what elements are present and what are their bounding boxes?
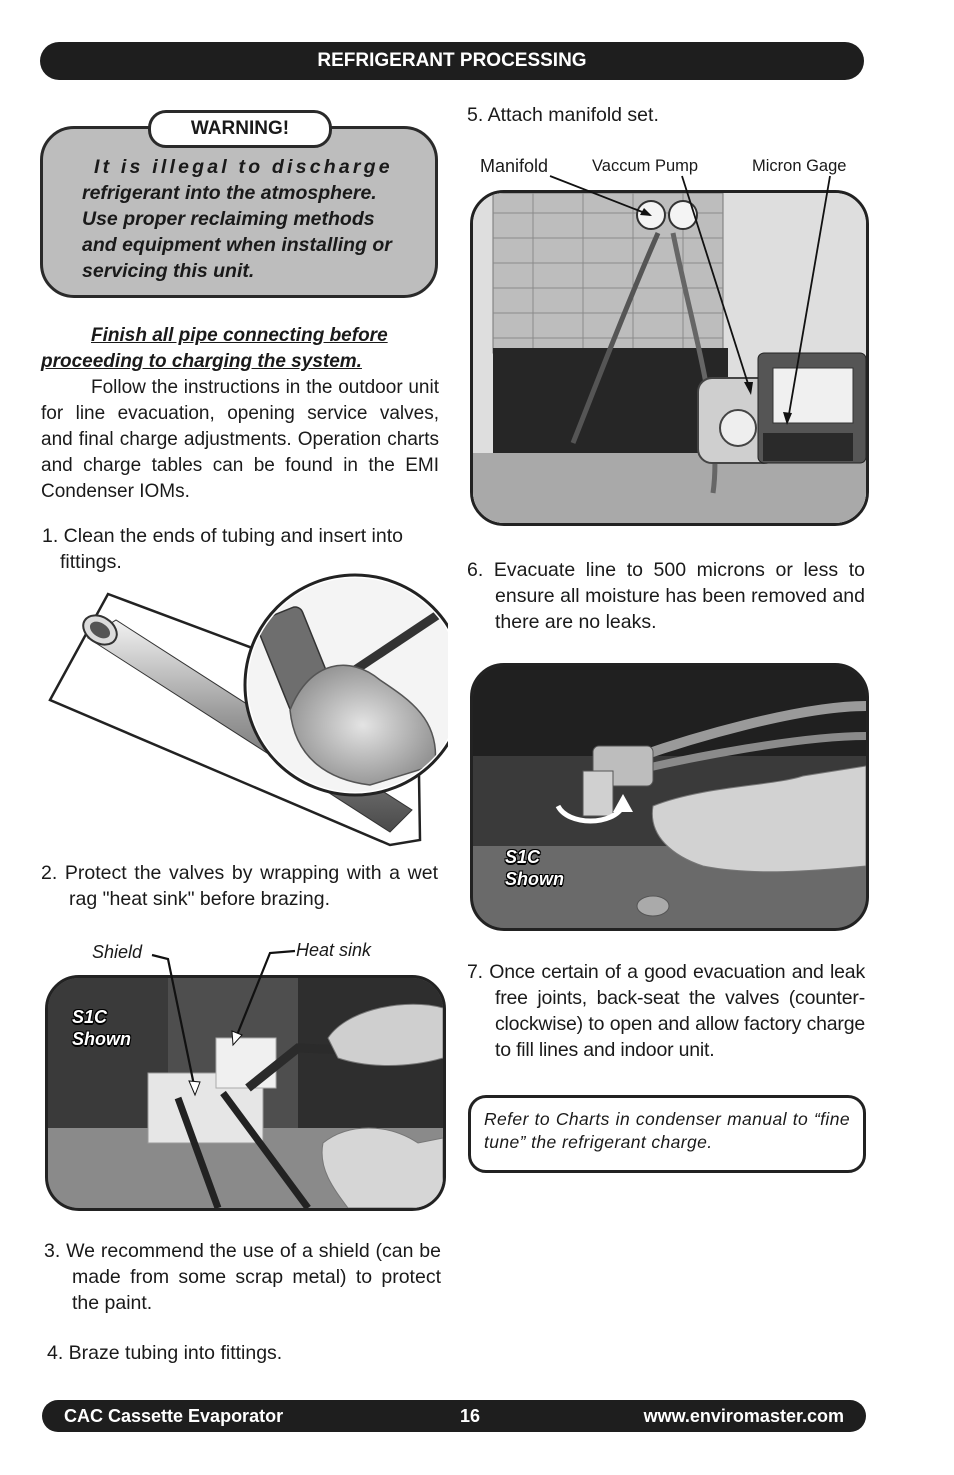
step-2: 2. Protect the valves by wrapping with a wet rag "heat sink" before brazing. <box>41 862 438 910</box>
warning-text-line1: It is illegal to discharge <box>94 156 393 178</box>
intro-emphasis-line1: Finish all pipe connecting before <box>91 325 388 346</box>
intro-paragraph <box>41 323 439 505</box>
manifold-pointers <box>540 170 840 430</box>
shield-caption: Shield <box>92 942 143 962</box>
intro-emphasis-line2: proceeding to charging the system. <box>41 351 362 372</box>
caption-pointers-left <box>140 945 300 1105</box>
heat-sink-caption: Heat sink <box>296 940 372 960</box>
step-5: 5. Attach manifold set. <box>467 104 659 126</box>
footer-product-name: CAC Cassette Evaporator <box>64 1406 284 1426</box>
s1c-tag-right: S1C Shown <box>505 847 564 889</box>
step-4: 4. Braze tubing into fittings. <box>47 1342 283 1364</box>
note-text: Refer to Charts in condenser manual to “fine tune” the refrigerant charge. <box>484 1109 850 1152</box>
step-7: 7. Once certain of a good evacuation and leak free joints, back-seat the valves (counter-clockwise) to open and allow factory charge to fill lines and indoor unit. <box>467 961 865 1061</box>
intro-body: Follow the instructions in the outdoor unit for line evacuation, opening service valves, and final charge adjustments. Operation charts and charge tables can be found in the EMI Condenser IOMs. <box>41 377 439 502</box>
page-number: 16 <box>460 1406 481 1426</box>
step-6: 6. Evacuate line to 500 microns or less to ensure all moisture has been removed and there are no leaks. <box>467 559 865 633</box>
micron-gage-caption: Micron Gage <box>752 157 847 175</box>
manifold-caption: Manifold <box>480 156 549 176</box>
warning-text-body: refrigerant into the atmosphere. Use proper reclaiming methods and equipment when installing or servicing this unit. <box>82 182 392 282</box>
footer-website: www.enviromaster.com <box>643 1406 844 1426</box>
valve-photo <box>470 663 869 931</box>
page-footer <box>42 1400 866 1432</box>
warning-label: WARNING! <box>148 110 332 148</box>
step-1: 1. Clean the ends of tubing and insert into fittings. <box>42 525 403 573</box>
warning-text <box>82 154 402 284</box>
vacuum-pump-caption: Vaccum Pump <box>592 157 699 175</box>
s1c-tag-left: S1C Shown <box>72 1007 131 1049</box>
section-header <box>40 42 864 80</box>
step-3: 3. We recommend the use of a shield (can be made from some scrap metal) to protect the paint. <box>44 1240 441 1314</box>
tube-cleaning-illustration <box>40 560 448 850</box>
section-title: REFRIGERANT PROCESSING <box>317 50 587 71</box>
